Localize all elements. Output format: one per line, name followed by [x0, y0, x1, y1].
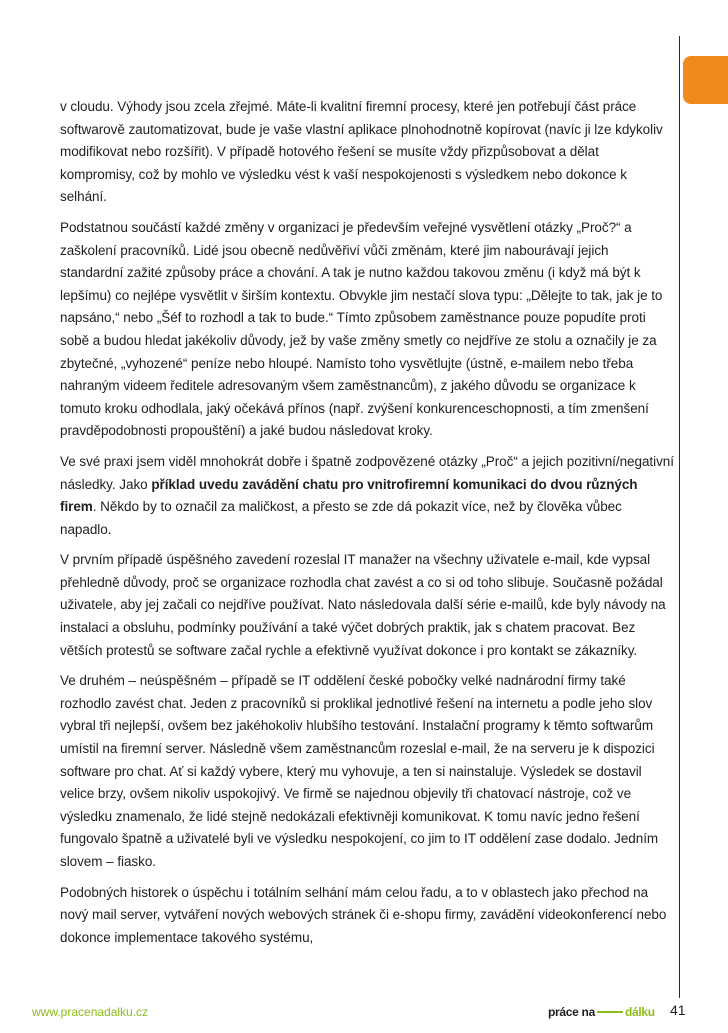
brand-text-prace: práce na	[548, 1005, 595, 1019]
paragraph-3-end: . Někdo by to označil za maličkost, a přesto se zde dá pokazit více, než by člověka vůbec napadlo.	[60, 499, 622, 537]
paragraph-6: Podobných historek o úspěchu i totálním selhání mám celou řadu, a to v oblastech jako přechod na nový mail server, vytváření nových webových stránek či e-shopu firmy, zavádění videokonferencí nebo dokonce implementace takového systému,	[60, 884, 667, 945]
brand-text-dalku: dálku	[624, 1005, 655, 1019]
paragraph-2: Podstatnou součástí každé změny v organizaci je především veřejné vysvětlení otázky „Proč?“ a zaškolení pracovníků. Lidé jsou obecně nedůvěřiví vůči změnám, které jim nabourávají jejich standardní zažité způsoby práce a chování. A tak je nutno každou takovou změnu (i když má být k lepšímu) co nejlépe vysvětlit v širším kontextu. Obvykle jim nestačí slova typu: „Dělejte to tak, jak je to napsáno,“ nebo „Šéf to rozhodl a tak to bude.“ Tímto způsobem zaměstnance pouze popudíte proti sobě a budou hledat jakékoliv důvody, jež by vaše změny smetly co nejdříve ze stolu a označily je za zbytečné, „vyhozené“ peníze nebo hloupé. Namísto toho vysvětlujte (ústně, e-mailem nebo třeba nahraným videem ředitele adresovaným všem zaměstnancům), z jakého důvodu se organizace k tomuto kroku odhodlala, jaký očekává přínos (např. zvýšení konkurenceschopnosti, a tím zmenšení pravděpodobnosti propouštění) a jaké budou následovat kroky.	[60, 219, 663, 439]
footer-url-link[interactable]: www.pracenadalku.cz	[32, 1005, 149, 1019]
brand-dash-line	[597, 1011, 623, 1013]
chapter-tab	[683, 56, 728, 104]
paragraph-3-emphasis: příklad uvedu zavádění chatu pro vnitrofiremní komunikaci do dvou různých firem	[60, 476, 638, 515]
article-body	[60, 96, 675, 957]
paragraph-4: V prvním případě úspěšného zavedení rozeslal IT manažer na všechny uživatele e-mail, kde vypsal přehledně důvody, proč se organizace rozhodla chat zavést a co si od toho slibuje. Současně požádal uživatele, aby jej začali co nejdříve používat. Nato následovala další série e-mailů, kde byly návody na instalaci a obsluhu, podmínky používání a také výčet dobrých praktik, jak s chatem pracovat. Bez větších protestů se software začal rychle a efektivně využívat dokonce i pro kontakt se zákazníky.	[60, 552, 666, 658]
page-number: 41	[670, 1002, 686, 1018]
paragraph-5: Ve druhém – neúspěšném – případě se IT oddělení české pobočky velké nadnárodní firmy také rozhodlo zavést chat. Jeden z pracovníků si proklikal jednotlivé řešení na internetu a podle jeho slov vybral tři nejlepší, ovšem bez jakéhokoliv hlubšího testování. Instalační programy k těmto softwarům umístil na firemní server. Následně všem zaměstnancům rozeslal e-mail, že na serveru je k dispozici software pro chat. Ať si každý vybere, který mu vyhovuje, a ten si nainstaluje. Výsledek se dostavil velice brzy, ovšem nikoliv uspokojivý. Ve firmě se najednou objevily tři chatovací nástroje, což ve výsledku znamenalo, že lidé stejně nedokázali efektivněji komunikovat. K tomu navíc jedno řešení fungovalo špatně a uživatelé byli ve výsledku nespokojení, co jim to IT oddělení zase dodalo. Jedním slovem – fiasko.	[60, 673, 659, 869]
paragraph-1: v cloudu. Výhody jsou zcela zřejmé. Máte-li kvalitní firemní procesy, které jen potřebují část práce softwarově zautomatizovat, bude je vaše vlastní aplikace plnohodnotně kopírovat (navíc ji lze kdykoliv modifikovat nebo rozšířit). V případě hotového řešení se musíte vždy přizpůsobovat a dělat kompromisy, což by mohlo ve výsledku vést k vaší nespokojenosti s výsledkem nebo dokonce k selhání.	[60, 99, 663, 205]
margin-rule	[679, 36, 680, 998]
paragraph-3	[60, 451, 675, 541]
paragraph-3-start: Ve své praxi jsem viděl mnohokrát dobře i špatně zodpovězené otázky „Proč“ a jejich pozitivní/negativní následky. Jako	[60, 453, 674, 492]
brand-logo	[548, 1004, 655, 1020]
